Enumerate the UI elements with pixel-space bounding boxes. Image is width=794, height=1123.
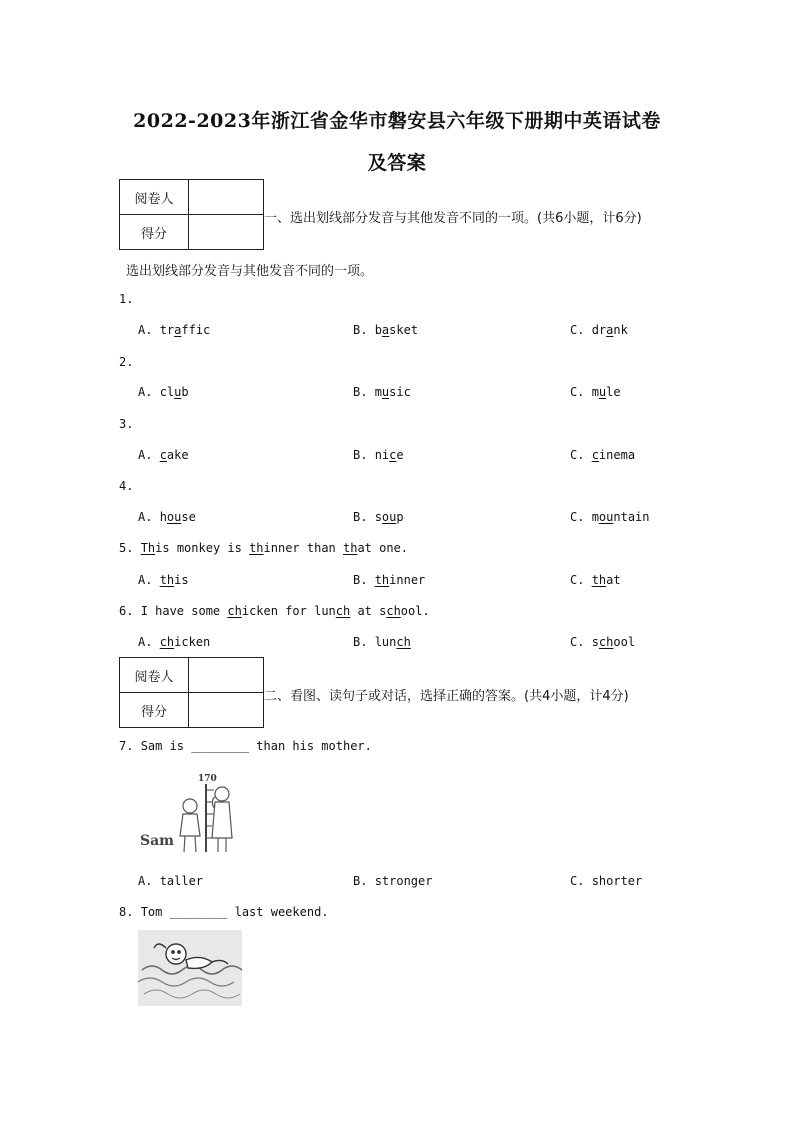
option-text: b (374, 323, 382, 337)
section2-heading: 二、看图、读句子或对话，选择正确的答案。(共4小题，计4分) (264, 689, 629, 704)
question-1-option-b[interactable] (353, 323, 418, 337)
underlined-letters: th (591, 573, 607, 587)
option-letter: B. (353, 385, 368, 399)
question-text: at one. (357, 541, 409, 555)
option-text: le (606, 385, 621, 399)
question-7-option-c[interactable] (570, 874, 642, 888)
option-text: b (181, 385, 189, 399)
score-cell (189, 693, 264, 728)
question-1-option-c[interactable] (570, 323, 628, 337)
swimming-figure (138, 930, 242, 1006)
option-letter: A. (138, 385, 153, 399)
question-1-option-a[interactable] (138, 323, 210, 337)
question-3-option-c[interactable] (570, 448, 635, 462)
underlined-letters: c (159, 448, 167, 462)
option-text: tr (159, 323, 175, 337)
question-7-option-a[interactable] (138, 874, 203, 888)
option-text: m (374, 385, 382, 399)
page-title-line2: 及答案 (367, 152, 427, 174)
grader-label: 阅卷人 (120, 180, 189, 215)
question-number: 1. (119, 292, 134, 306)
option-text: ool (613, 635, 636, 649)
option-text: m (591, 385, 599, 399)
underlined-letters: th (374, 573, 390, 587)
question-number: 5. (119, 541, 134, 555)
height-mark-label: 170 (198, 774, 217, 784)
question-5-option-b[interactable] (353, 573, 425, 587)
height-comparison-figure (138, 770, 238, 858)
question-5-stem (119, 541, 408, 555)
option-text: ake (166, 448, 189, 462)
option-letter: B. (353, 510, 368, 524)
underlined-letters: ou (381, 510, 397, 524)
underlined-letters: ch (396, 635, 411, 649)
grader-cell (189, 658, 264, 693)
question-4-option-c[interactable] (570, 510, 650, 524)
option-letter: C. (570, 635, 585, 649)
mother-figure (212, 787, 232, 852)
underlined-text: ch (227, 604, 242, 618)
option-text: m (591, 510, 599, 524)
underlined-letters: a (381, 323, 390, 337)
question-6-option-c[interactable] (570, 635, 635, 649)
question-5-option-a[interactable] (138, 573, 189, 587)
underlined-letters: ou (166, 510, 182, 524)
question-number: 8. (119, 905, 134, 919)
option-text: s (374, 510, 382, 524)
question-text: icken for lun (241, 604, 336, 618)
option-letter: B. (353, 635, 368, 649)
question-text: Tom ________ last weekend. (140, 905, 329, 919)
option-text: se (181, 510, 196, 524)
question-6-option-b[interactable] (353, 635, 411, 649)
option-letter: A. (138, 573, 153, 587)
underlined-text: Th (140, 541, 156, 555)
option-letter: B. (353, 874, 368, 888)
question-1-stem (119, 292, 133, 306)
question-text: at s (350, 604, 387, 618)
underlined-text: ch (386, 604, 401, 618)
option-text: stronger (374, 874, 433, 888)
score-label: 得分 (120, 693, 189, 728)
option-letter: B. (353, 323, 368, 337)
underlined-letters: u (174, 385, 182, 399)
score-box-1 (119, 179, 264, 250)
question-text: Sam is ________ than his mother. (140, 739, 372, 753)
option-letter: C. (570, 573, 585, 587)
underlined-letters: ch (159, 635, 175, 649)
option-text: sket (389, 323, 419, 337)
option-text: taller (159, 874, 204, 888)
sam-label: Sam (140, 833, 174, 849)
question-text: inner than (263, 541, 343, 555)
option-text: dr (591, 323, 607, 337)
question-7-stem (119, 739, 372, 753)
question-3-option-b[interactable] (353, 448, 404, 462)
question-4-option-b[interactable] (353, 510, 404, 524)
question-text: ool. (400, 604, 430, 618)
question-text: I have some (140, 604, 228, 618)
question-4-option-a[interactable] (138, 510, 196, 524)
question-2-option-a[interactable] (138, 385, 189, 399)
underlined-letters: th (159, 573, 175, 587)
option-text: ni (374, 448, 390, 462)
question-5-option-c[interactable] (570, 573, 621, 587)
option-letter: A. (138, 635, 153, 649)
underlined-letters: c (591, 448, 599, 462)
option-text: lun (374, 635, 397, 649)
question-7-option-b[interactable] (353, 874, 432, 888)
underlined-text: ch (335, 604, 351, 618)
option-letter: C. (570, 323, 585, 337)
sam-figure (180, 799, 200, 852)
option-letter: B. (353, 573, 368, 587)
option-text: inema (598, 448, 636, 462)
section1-instruction: 选出划线部分发音与其他发音不同的一项。 (126, 264, 374, 279)
question-number: 4. (119, 479, 134, 493)
option-text: is (174, 573, 189, 587)
option-letter: A. (138, 874, 153, 888)
question-number: 6. (119, 604, 134, 618)
question-text: is monkey is (155, 541, 250, 555)
question-4-stem (119, 479, 133, 493)
option-text: inner (389, 573, 426, 587)
underlined-letters: ou (598, 510, 614, 524)
score-box-2 (119, 657, 264, 728)
option-letter: C. (570, 448, 585, 462)
question-number: 2. (119, 355, 134, 369)
question-6-stem (119, 604, 430, 618)
question-number: 7. (119, 739, 134, 753)
option-text: at (606, 573, 621, 587)
question-8-stem (119, 905, 329, 919)
option-text: h (159, 510, 167, 524)
option-letter: A. (138, 323, 153, 337)
underlined-letters: u (381, 385, 390, 399)
question-3-option-a[interactable] (138, 448, 189, 462)
option-text: e (396, 448, 404, 462)
page-title: 2022-2023年浙江省金华市磐安县六年级下册期中英语试卷 (133, 110, 661, 132)
option-text: icken (174, 635, 211, 649)
option-text: sic (389, 385, 411, 399)
score-cell (189, 215, 264, 250)
option-letter: B. (353, 448, 368, 462)
grader-label: 阅卷人 (120, 658, 189, 693)
option-letter: C. (570, 510, 585, 524)
option-text: p (396, 510, 404, 524)
option-letter: A. (138, 510, 153, 524)
question-number: 3. (119, 417, 134, 431)
option-text: ntain (613, 510, 650, 524)
section1-heading: 一、选出划线部分发音与其他发音不同的一项。(共6小题，计6分) (264, 211, 642, 226)
question-3-stem (119, 417, 133, 431)
score-label: 得分 (120, 215, 189, 250)
question-2-option-b[interactable] (353, 385, 411, 399)
option-text: ffic (181, 323, 211, 337)
option-text: shorter (591, 874, 643, 888)
underlined-letters: a (174, 323, 182, 337)
underlined-letters: a (606, 323, 614, 337)
option-letter: C. (570, 874, 585, 888)
underlined-text: th (249, 541, 264, 555)
underlined-letters: c (389, 448, 397, 462)
underlined-letters: ch (598, 635, 614, 649)
option-letter: C. (570, 385, 585, 399)
underlined-text: th (343, 541, 358, 555)
question-6-option-a[interactable] (138, 635, 210, 649)
question-2-option-c[interactable] (570, 385, 621, 399)
option-text: cl (159, 385, 175, 399)
question-2-stem (119, 355, 133, 369)
option-letter: A. (138, 448, 153, 462)
grader-cell (189, 180, 264, 215)
option-text: nk (613, 323, 628, 337)
underlined-letters: u (598, 385, 607, 399)
option-text: s (591, 635, 599, 649)
